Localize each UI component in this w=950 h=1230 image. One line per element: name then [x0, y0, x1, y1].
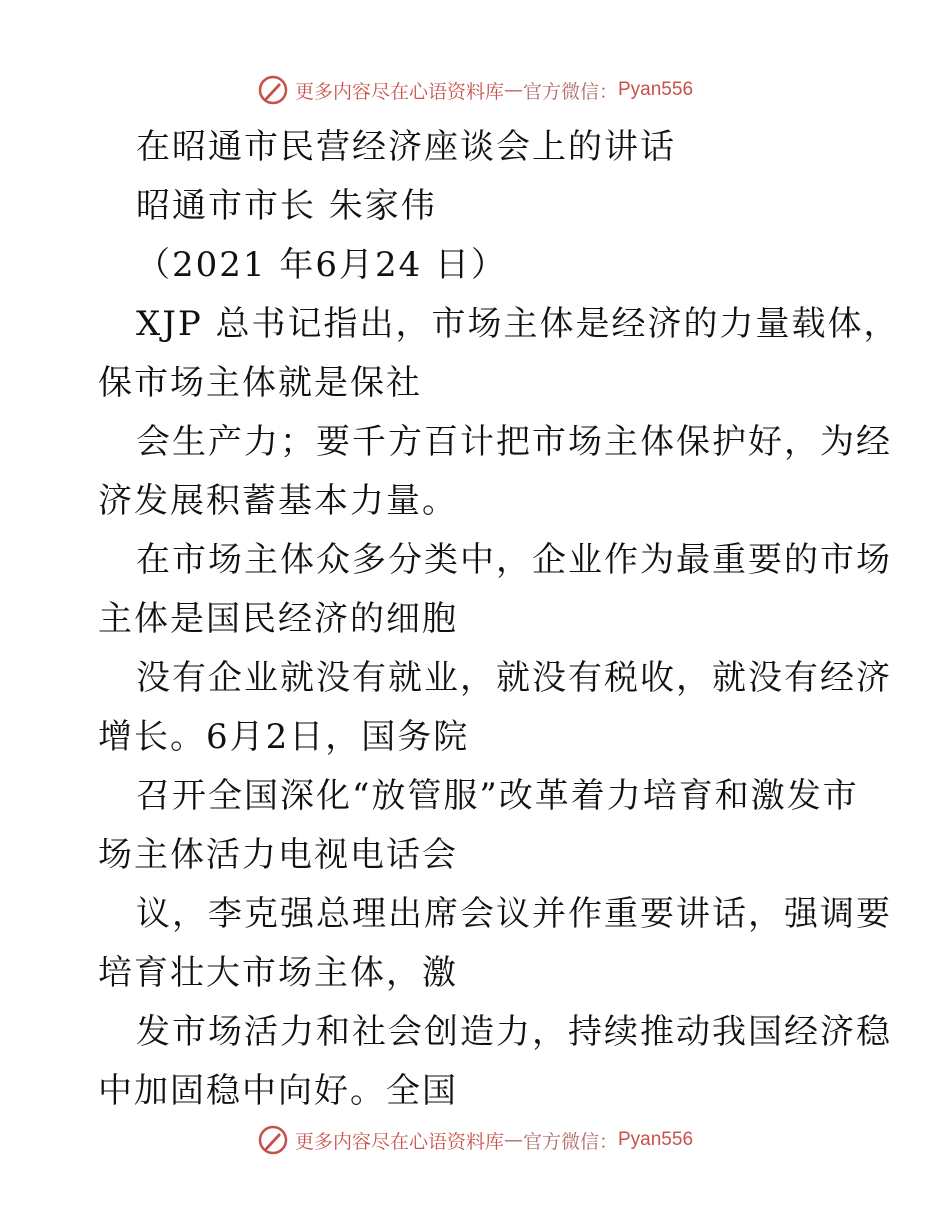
paragraph-line: 在市场主体众多分类中，企业作为最重要的市场: [136, 540, 892, 580]
paragraph-line: 主体是国民经济的细胞: [98, 599, 458, 639]
paragraph-line: 发市场活力和社会创造力，持续推动我国经济稳: [136, 1012, 892, 1052]
watermark-wechat-id: Pyan556: [618, 1129, 694, 1150]
watermark-main-text: 更多内容尽在心语资料库: [294, 80, 504, 103]
document-body: [98, 123, 900, 1126]
paragraph-line: 培育壮大市场主体，激: [98, 953, 458, 993]
watermark-wechat-label: 官方微信：: [522, 1130, 618, 1153]
document-title: 在昭通市民营经济座谈会上的讲话: [136, 127, 676, 167]
watermark-main-text: 更多内容尽在心语资料库: [294, 1130, 504, 1153]
paragraph-line: 场主体活力电视电话会: [98, 835, 458, 875]
watermark-wechat-id: Pyan556: [618, 79, 694, 100]
watermark-dash: —: [503, 1129, 523, 1151]
paragraph-line: 增长。6月2日，国务院: [98, 717, 470, 757]
document-date: （2021 年6月24 日）: [136, 245, 508, 285]
quill-logo-icon: [257, 74, 289, 106]
paragraph-line: XJP 总书记指出，市场主体是经济的力量载体，: [136, 304, 900, 344]
watermark-wechat-label: 官方微信：: [522, 80, 618, 103]
paragraph-line: 济发展积蓄基本力量。: [98, 481, 458, 521]
header-watermark: [0, 70, 950, 110]
paragraph-line: 会生产力；要千方百计把市场主体保护好，为经: [136, 422, 892, 462]
footer-watermark: [0, 1120, 950, 1160]
quill-logo-icon: [257, 1124, 289, 1156]
paragraph-line: 召开全国深化“放管服”改革着力培育和激发市: [136, 776, 859, 816]
paragraph-line: 保市场主体就是保社: [98, 363, 422, 403]
paragraph-line: 议，李克强总理出席会议并作重要讲话，强调要: [136, 894, 892, 934]
paragraph-line: 没有企业就没有就业，就没有税收，就没有经济: [136, 658, 892, 698]
watermark-dash: —: [503, 79, 523, 101]
document-author: 昭通市市长 朱家伟: [136, 186, 437, 226]
paragraph-line: 中加固稳中向好。全国: [98, 1071, 458, 1111]
